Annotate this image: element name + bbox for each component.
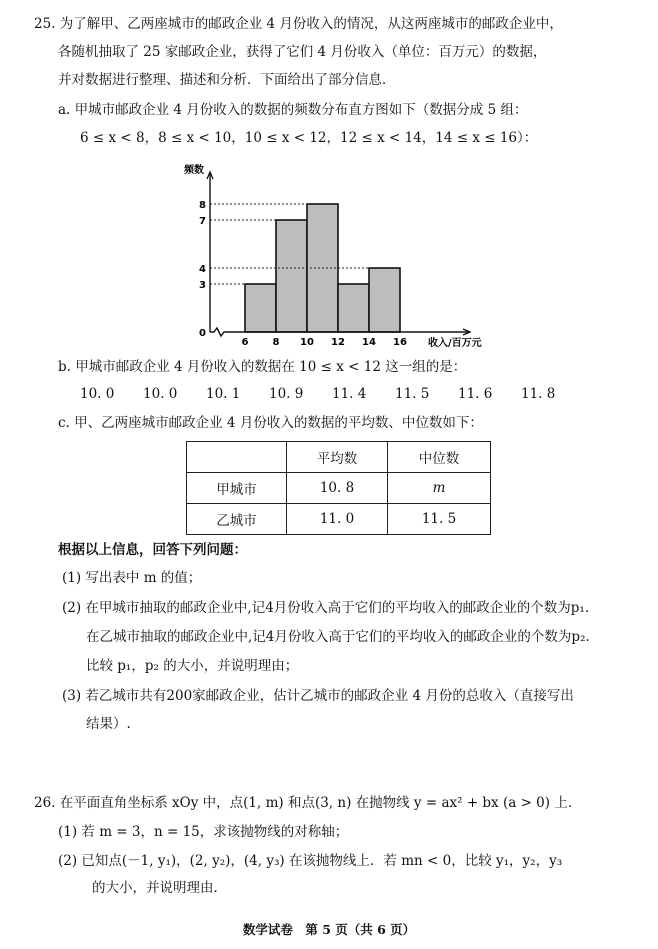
q25-a-line1: a. 甲城市邮政企业 4 月份收入的数据的频数分布直方图如下（数据分成 5 组： xyxy=(58,102,528,118)
q25-part1: (1) 写出表中 m 的值； xyxy=(62,570,202,586)
q25-c-line: c. 甲、乙两座城市邮政企业 4 月份收入的数据的平均数、中位数如下： xyxy=(58,415,483,431)
histogram-bar xyxy=(245,284,276,332)
q26-stem: 26. 在平面直角坐标系 xOy 中，点(1, m) 和点(3, n) 在抛物线 y = ax² + bx (a > 0) 上． xyxy=(34,795,582,811)
histogram-bar xyxy=(276,220,307,332)
table-header-row xyxy=(187,442,491,473)
q25-stem-line2: 各随机抽取了 25 家邮政企业，获得了它们 4 月份收入（单位：百万元）的数据， xyxy=(58,44,547,60)
histogram-bar xyxy=(369,268,400,332)
y-tick-label: 7 xyxy=(199,216,206,227)
q25-stem-line3: 并对数据进行整理、描述和分析．下面给出了部分信息． xyxy=(58,72,396,88)
b-value: 11. 6 xyxy=(458,386,493,402)
b-value: 11. 5 xyxy=(395,386,430,402)
q26-part2-line2: 的大小，并说明理由． xyxy=(92,880,227,896)
x-tick-label: 10 xyxy=(300,337,314,348)
table-row xyxy=(187,504,491,535)
table-header-cell xyxy=(187,442,287,473)
q25-part2-line1: (2) 在甲城市抽取的邮政企业中,记4月份收入高于它们的平均收入的邮政企业的个数为p₁. xyxy=(62,600,590,616)
table-cell: 11. 0 xyxy=(287,504,388,535)
q25-b-line: b. 甲城市邮政企业 4 月份收入的数据在 10 ≤ x < 12 这一组的是： xyxy=(58,359,467,375)
q25-part3-line2: 结果）. xyxy=(86,716,131,732)
q25-a-line2: 6 ≤ x < 8，8 ≤ x < 10，10 ≤ x < 12，12 ≤ x < 14，14 ≤ x ≤ 16）： xyxy=(80,130,538,146)
table-cell: 甲城市 xyxy=(187,473,287,504)
q26-part2-line1: (2) 已知点(－1, y₁)，(2, y₂)，(4, y₃) 在该抛物线上．若 mn < 0，比较 y₁，y₂，y₃ xyxy=(58,853,563,869)
b-value: 11. 4 xyxy=(332,386,367,402)
y-tick-label: 8 xyxy=(199,200,206,211)
b-value: 10. 0 xyxy=(143,386,178,402)
q25-part2-line2: 在乙城市抽取的邮政企业中,记4月份收入高于它们的平均收入的邮政企业的个数为p₂. xyxy=(86,629,590,645)
b-value: 10. 0 xyxy=(80,386,115,402)
x-tick-label: 12 xyxy=(331,337,345,348)
y-axis-label: 频数 xyxy=(184,165,204,176)
table-header-cell: 平均数 xyxy=(287,442,388,473)
histogram-bar xyxy=(338,284,369,332)
q26-part1: (1) 若 m = 3，n = 15，求该抛物线的对称轴； xyxy=(58,824,349,840)
x-tick-label: 6 xyxy=(241,337,249,348)
table-header-cell: 中位数 xyxy=(388,442,491,473)
y-tick-label: 0 xyxy=(199,328,206,339)
y-tick-label: 4 xyxy=(199,264,206,275)
stats-table xyxy=(186,441,491,535)
table-cell: m xyxy=(388,473,491,504)
x-axis-label: 收入/百万元 xyxy=(428,338,482,349)
y-tick-label: 3 xyxy=(199,280,206,291)
q25-part3-line1: (3) 若乙城市共有200家邮政企业，估计乙城市的邮政企业 4 月份的总收入（直接写出 xyxy=(62,688,574,704)
q25-part2-line3: 比较 p₁，p₂ 的大小，并说明理由； xyxy=(86,658,299,674)
x-tick-label: 14 xyxy=(362,337,376,348)
b-value: 11. 8 xyxy=(521,386,556,402)
x-tick-label: 16 xyxy=(393,337,407,348)
b-value: 10. 1 xyxy=(206,386,241,402)
table-cell: 10. 8 xyxy=(287,473,388,504)
histogram-chart xyxy=(180,160,520,350)
b-value: 10. 9 xyxy=(269,386,304,402)
table-cell: 11. 5 xyxy=(388,504,491,535)
instruction-text: 根据以上信息，回答下列问题： xyxy=(58,542,247,558)
page-footer: 数学试卷 第 5 页（共 6 页） xyxy=(242,922,416,937)
table-cell: 乙城市 xyxy=(187,504,287,535)
q25-stem-line1: 25. 为了解甲、乙两座城市的邮政企业 4 月份收入的情况，从这两座城市的邮政企业中， xyxy=(34,16,563,32)
table-row xyxy=(187,473,491,504)
x-tick-label: 8 xyxy=(272,337,280,348)
